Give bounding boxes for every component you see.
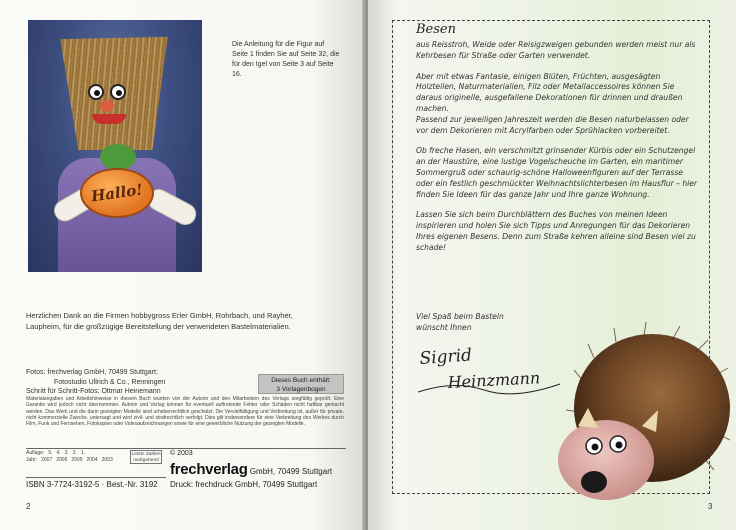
print-run-cell: Jahr: [26, 456, 38, 463]
print-run-table [26, 450, 166, 463]
figure-collar [100, 144, 136, 170]
divider [26, 448, 346, 449]
figure-face [80, 78, 150, 132]
print-run-cell: 3. [64, 450, 69, 456]
divider [26, 477, 166, 478]
hedgehog-face [558, 420, 654, 500]
mouth [92, 114, 126, 124]
nose [100, 100, 114, 112]
thanks-paragraph: Herzlichen Dank an die Firmen hobbygross Erler GmbH, Rohrbach, und Rayher, Laupheim, für die großzügige Bereitstellung der verwendeten Bastelmaterialien. [26, 311, 293, 331]
print-run-cell: 2006 [56, 456, 68, 463]
print-run-cell: 2004 [86, 456, 98, 463]
isbn: ISBN 3-7724-3192-5 · Best.-Nr. 3192 [26, 480, 158, 489]
author-signature [414, 340, 564, 398]
credit-line: Schritt für Schritt-Fotos: Ottmar Heinemann [26, 388, 161, 395]
hedgehog-nose [581, 471, 607, 493]
copyright: © 2003 [170, 450, 193, 457]
paragraph: Ob freche Hasen, ein verschmitzt grinsender Kürbis oder ein Schutzengel an der Haustüre, eine lustige Vogelscheuche im Garten, ein maritimer Sommergruß oder schaurig-schöne Halloweenfiguren auf der Terrasse oder ein festlich geschmückter Weihnachtslichterbesen im Hausflur – hier finden Sie Ideen für das ganze Jahr und Ihre ganze Wohnung. [416, 146, 698, 199]
templates-badge [258, 374, 344, 394]
left-page [0, 0, 366, 530]
print-run-cell: 4. [56, 450, 61, 456]
badge-line: 3 Vorlagenbogen [276, 386, 326, 393]
greeting [416, 312, 504, 334]
page-title: Besen [416, 22, 456, 37]
signature-drawing [414, 340, 564, 398]
hedgehog-drawing [554, 322, 730, 518]
broom-figure-photo [28, 20, 202, 272]
print-run-cell: 2003 [101, 456, 113, 463]
paragraph: aus Reisstroh, Weide oder Reisigzweigen gebunden werden meist nur als Kehrbesen für Straße oder Garten verwendet. [416, 40, 696, 60]
print-run-cell: 2007 [41, 456, 53, 463]
page-number-left: 2 [26, 502, 31, 511]
greeting-line: wünscht Ihnen [416, 322, 472, 332]
intro-text [416, 40, 698, 264]
left-eye [88, 84, 104, 100]
print-run-cell: 2005 [71, 456, 83, 463]
credit-line: Fotos: frechverlag GmbH, 70499 Stuttgart; [26, 369, 158, 376]
imprint-block [26, 450, 346, 506]
print-run-cell: 1. [81, 450, 86, 456]
paragraph: Lassen Sie sich beim Durchblättern des Buches von meinen Ideen inspirieren und holen Sie sich Tipps und Anregungen für das Dekorieren Ihres eigenen Besens. Denn zum Straße kehren alleine sind Besen viel zu schade! [416, 210, 696, 252]
right-page [368, 0, 736, 530]
print-run-cell: 5. [48, 450, 53, 456]
signature-first-name: Sigrid [418, 345, 473, 369]
hedgehog-pupil [592, 444, 599, 451]
page-number-right: 3 [708, 502, 713, 511]
print-run-note: Letzte Zahlen maßgebend [131, 452, 161, 463]
photo-credits [26, 368, 256, 397]
greeting-line: Viel Spaß beim Basteln [416, 312, 504, 321]
credit-line: Fotostudio Ullrich & Co., Renningen [54, 378, 166, 386]
hedgehog-pupil [616, 442, 623, 449]
legal-disclaimer: Materialangaben und Arbeitshinweise in diesem Buch wurden von der Autorin und den Mitarbeitern des Verlags sorgfältig geprüft. Eine Garantie wird jedoch nicht übernommen. Autorin und Verlag können für eventuell auftretende Fehler oder Schäden nicht haftbar gemacht werden. Das Werk und die darin gezeigten Modelle sind urheberrechtlich geschützt. Die Vervielfältigung und Verbreitung ist, außer für private, nicht kommerzielle Zwecke, untersagt und wird zivil- und strafrechtlich verfolgt. Dies gilt insbesondere für eine Verbreitung des Werkes durch Film, Funk und Fernsehen, Fotokopien oder Videoaufzeichnungen sowie für eine gewerbliche Nutzung der gezeigten Modelle. [26, 396, 344, 428]
right-eye [110, 84, 126, 100]
print-run-cell: Auflage: [26, 450, 45, 456]
publisher [170, 461, 332, 478]
hallo-sign [80, 168, 154, 218]
hedgehog-photo [554, 322, 730, 518]
publisher-address: GmbH, 70499 Stuttgart [249, 467, 333, 476]
badge-line: Dieses Buch enthält: [271, 377, 331, 384]
hallo-sign-text: Hallo! [90, 180, 144, 206]
publisher-name: frechverlag [170, 461, 248, 478]
signature-last-name: Heinzmann [447, 368, 541, 392]
figure-instructions-note: Die Anleitung für die Figur auf Seite 1 finden Sie auf Seite 32, die für den Igel von Seite 3 auf Seite 16. [232, 41, 340, 78]
paragraph: Aber mit etwas Fantasie, einigen Blüten, Früchten, ausgesägten Holzteilen, Naturmaterialien, Filz oder Metallaccessoires können Sie daraus originelle, ausgefallene Dekorationen für drinnen und draußen machen. Passend zur jeweiligen Jahreszeit werden die Besen naturbelassen oder vor dem Dekorieren mit Acrylfarben oder Sprühlacken vorbereitet. [416, 71, 689, 135]
printer: Druck: frechdruck GmbH, 70499 Stuttgart [170, 480, 318, 489]
print-run-cell: 2. [72, 450, 78, 456]
